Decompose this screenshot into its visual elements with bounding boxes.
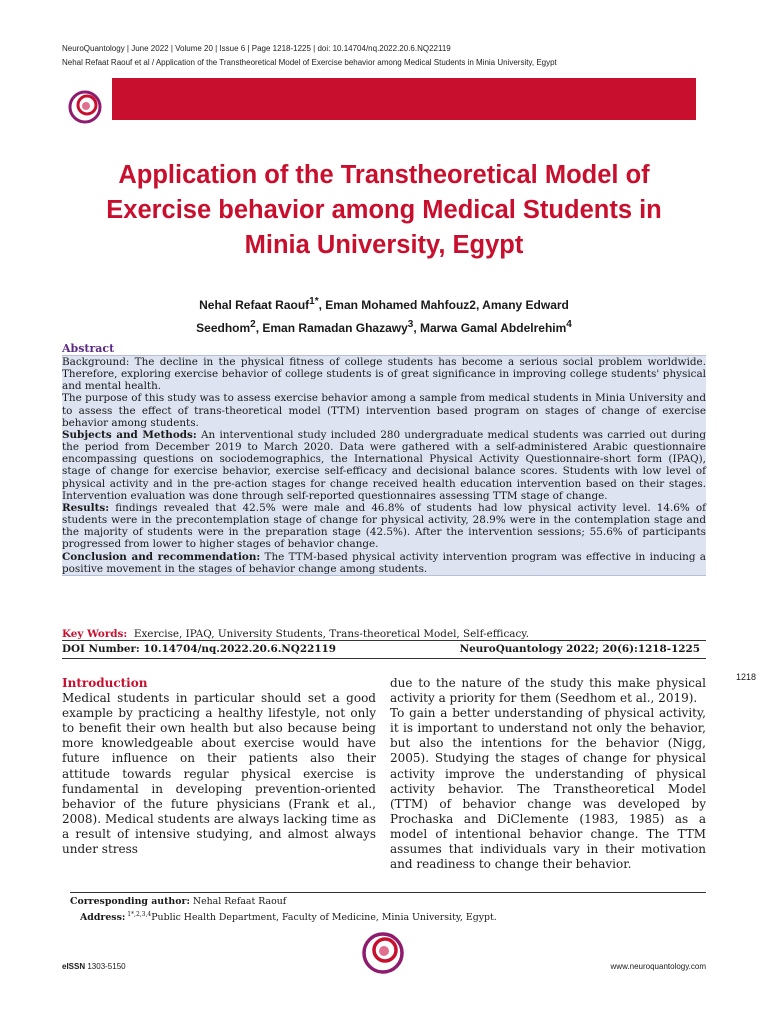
abstract-purpose: The purpose of this study was to assess exercise behavior among a sample from medical students in Minia University and to assess the effect of trans-theoretical model (TTM) intervention based program on stages of change of exercise behavior among students.	[62, 392, 706, 429]
abstract-background: Background: The decline in the physical fitness of college students has become a serious social problem worldwide. Therefore, exploring exercise behavior of college students is of great significance in improving college students' physical and mental health.	[62, 356, 706, 393]
abstract-conclusion: Conclusion and recommendation: The TTM-based physical activity intervention program was effective in inducing a positive movement in the stages of behavior change among students.	[62, 550, 707, 575]
body-paragraph: due to the nature of the study this make physical activity a priority for them (Seedhom et al., 2019).	[390, 676, 706, 706]
abstract-methods: Subjects and Methods: An interventional study included 280 undergraduate medical students was carried out during the period from December 2019 to March 2020. Data were gathered with a self-administered Arabic questionnaire encompassing questions on sociodemographics, the International Physical Activity Questionnaire-short form (IPAQ), stage of change for exercise behavior, exercise self-efficacy and decisional balance scores. Students with low level of physical activity and in the pre-action stages for change received health education intervention based on their stages. Intervention evaluation was done through self-reported questionnaires assessing TTM stage of change.	[62, 428, 706, 502]
website-link[interactable]: www.neuroquantology.com	[610, 962, 706, 971]
body-paragraph: Medical students in particular should set a good example by practicing a healthy lifestyle, not only to benefit their own health but also because being more knowledgeable about exercise would have future influence on their patients also their attitude towards regular physical exercise is fundamental in developing prevention-oriented behavior of the future physicians (Frank et al., 2008). Medical students are always lacking time as a result of intensive studying, and almost always under stress	[62, 691, 376, 857]
running-title: Nehal Refaat Raouf et al / Application of the Transtheoretical Model of Exercise behavior among Medical Students in Minia University, Egypt	[62, 58, 557, 67]
doi-bar	[62, 640, 706, 659]
corresponding-author: Corresponding author: Nehal Refaat Raouf Address: $^{1*,2,3,4}$Public Health Department, Faculty of Medicine, Minia University, Egypt.	[70, 892, 706, 924]
paper-title: Application of the Transtheoretical Model of Exercise behavior among Medical Students in Minia University, Egypt	[106, 161, 662, 259]
footer-logo-icon	[358, 930, 408, 976]
doi-number: DOI Number: 10.14704/nq.2022.20.6.NQ22119	[62, 643, 337, 655]
journal-logo-icon	[66, 88, 104, 126]
journal-issue: NeuroQuantology 2022; 20(6):1218-1225	[459, 643, 700, 655]
author-list: Nehal Refaat Raouf$^{1*}$, Eman Mohamed Mahfouz2, Amany Edward Seedhom$^2$, Eman Ramadan Ghazawy$^3$, Marwa Gamal Abdelrehim$^4$	[196, 296, 572, 335]
abstract-results: Results: findings revealed that 42.5% were male and 46.8% of students had low physical activity level. 14.6% of students were in the precontemplation stage of change for physical activity, 28.9% were in the contemplation stage and the majority of students were in the preparation stage (42.5%). After the intervention sessions; 55.6% of participants progressed from lower to higher stages of behavior change.	[62, 501, 706, 551]
keywords: Key Words: Exercise, IPAQ, University Students, Trans-theoretical Model, Self-efficacy.	[62, 628, 530, 640]
abstract-heading: Abstract	[62, 342, 115, 355]
body-paragraph: To gain a better understanding of physical activity, it is important to understand not only the behavior, but also the intentions for the behavior (Nigg, 2005). Studying the stages of change for physical activity improve the understanding of physical activity behavior. The Transtheoretical Model (TTM) of behavior change was developed by Prochaska and DiClemente (1983, 1985) as a model of intentional behavior change. The TTM assumes that individuals vary in their motivation and readiness to change their behavior.	[390, 706, 706, 872]
header-red-banner	[112, 78, 696, 120]
journal-citation-line: NeuroQuantology | June 2022 | Volume 20 | Issue 6 | Page 1218-1225 | doi: 10.14704/nq.2022.20.6.NQ22119	[62, 44, 451, 53]
body-column-right	[390, 676, 706, 872]
page-number: 1218	[736, 672, 757, 682]
abstract-box	[62, 355, 706, 576]
body-column-left	[62, 676, 376, 857]
introduction-heading: Introduction	[62, 676, 148, 690]
eissn: eISSN 1303-5150	[62, 962, 126, 971]
